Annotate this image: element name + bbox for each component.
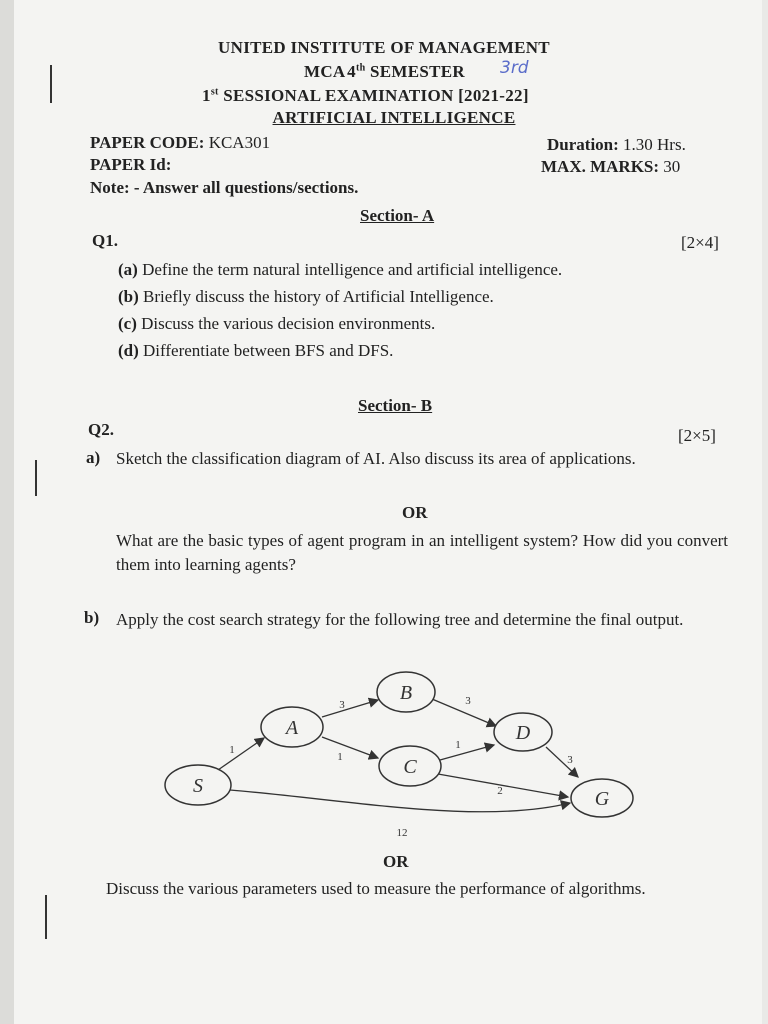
- edge-a-c: [322, 737, 378, 758]
- max-marks-value: 30: [663, 157, 681, 176]
- q2-marks: [2×5]: [678, 426, 716, 445]
- edge-d-g: [546, 747, 578, 777]
- section-b-title: Section- B: [358, 396, 433, 415]
- section-a-title: Section- A: [360, 206, 435, 225]
- item-text: Differentiate between BFS and DFS.: [143, 341, 394, 360]
- course-label: MCA: [304, 62, 345, 81]
- edge-a-b: [322, 700, 378, 717]
- max-marks: [541, 157, 680, 177]
- edge-c-d-weight: 1: [455, 739, 461, 751]
- edge-s-a-weight: 1: [229, 744, 235, 756]
- exam-number: 1: [202, 86, 211, 105]
- q1-item-d: [118, 341, 393, 361]
- item-text: Define the term natural intelligence and artificial intelligence.: [142, 260, 563, 279]
- paper-code: [90, 133, 270, 153]
- node-b-label: B: [399, 682, 413, 704]
- item-label: (b): [118, 287, 139, 306]
- duration: [547, 135, 686, 155]
- handwritten-note: 3rd: [500, 58, 529, 78]
- margin-mark: [35, 460, 37, 496]
- or-divider: OR: [383, 852, 409, 871]
- paper-code-label: PAPER CODE:: [90, 133, 205, 152]
- q1-marks: [2×4]: [681, 233, 719, 252]
- edge-a-b-weight: 3: [339, 699, 345, 711]
- institute-name: UNITED INSTITUTE OF MANAGEMENT: [218, 38, 550, 57]
- note: Note: - Answer all questions/sections.: [90, 178, 359, 197]
- subject-title: ARTIFICIAL INTELLIGENCE: [272, 108, 516, 127]
- semester-line: [304, 62, 465, 82]
- node-g-label: G: [594, 788, 610, 810]
- item-label: (d): [118, 341, 139, 360]
- paper-id-label: PAPER Id:: [90, 155, 172, 174]
- node-a-label: A: [285, 717, 299, 739]
- paper-code-value: KCA301: [208, 133, 271, 152]
- margin-mark: [45, 895, 47, 939]
- page-edge: [0, 0, 14, 1024]
- exam-title: [202, 86, 529, 106]
- edge-c-g: [438, 774, 568, 797]
- duration-value: 1.30 Hrs.: [623, 135, 686, 154]
- item-text: Briefly discuss the history of Artificial Intelligence.: [143, 287, 494, 306]
- q2b-label: b): [84, 608, 100, 627]
- q2a-text: Sketch the classification diagram of AI. Also discuss its area of applications.: [116, 449, 636, 468]
- or-divider: OR: [402, 503, 428, 522]
- item-text: Discuss the various decision environments.: [141, 314, 436, 333]
- duration-label: Duration:: [547, 135, 619, 154]
- node-d-label: D: [515, 722, 531, 744]
- semester-number: 4: [347, 62, 356, 81]
- node-c-label: C: [403, 756, 417, 778]
- q1-item-c: [118, 314, 435, 334]
- item-label: (c): [118, 314, 137, 333]
- exam-name: SESSIONAL EXAMINATION [2021-22]: [223, 86, 529, 105]
- edge-s-g: [230, 790, 570, 812]
- q1-label: Q1.: [92, 231, 118, 250]
- semester-suffix: th: [355, 62, 366, 74]
- exam-suffix: st: [210, 86, 219, 98]
- edge-c-d: [440, 745, 494, 760]
- edge-c-g-weight: 2: [497, 785, 503, 797]
- edge-a-c-weight: 1: [337, 751, 343, 763]
- q1-item-a: [118, 260, 562, 280]
- q2a-label: a): [86, 448, 101, 467]
- q1-item-b: [118, 287, 494, 307]
- edge-b-d: [432, 699, 496, 726]
- node-s-label: S: [193, 775, 203, 797]
- edge-s-a: [218, 738, 264, 770]
- item-label: (a): [118, 260, 138, 279]
- max-marks-label: MAX. MARKS:: [541, 157, 660, 176]
- q2b-alt-text: Discuss the various parameters used to measure the performance of algorithms.: [106, 879, 646, 898]
- edge-s-g-weight: 12: [396, 827, 408, 839]
- edge-d-g-weight: 3: [567, 754, 573, 766]
- q2-label: Q2.: [88, 420, 114, 439]
- q2b-text: Apply the cost search strategy for the following tree and determine the final output.: [116, 610, 684, 629]
- search-tree-diagram: [150, 660, 650, 850]
- q2a-alt-text: What are the basic types of agent program in an intelligent system? How did you convert them into learning agents?: [116, 531, 728, 574]
- edge-b-d-weight: 3: [465, 695, 471, 707]
- margin-mark: [50, 65, 52, 103]
- semester-word: SEMESTER: [370, 62, 465, 81]
